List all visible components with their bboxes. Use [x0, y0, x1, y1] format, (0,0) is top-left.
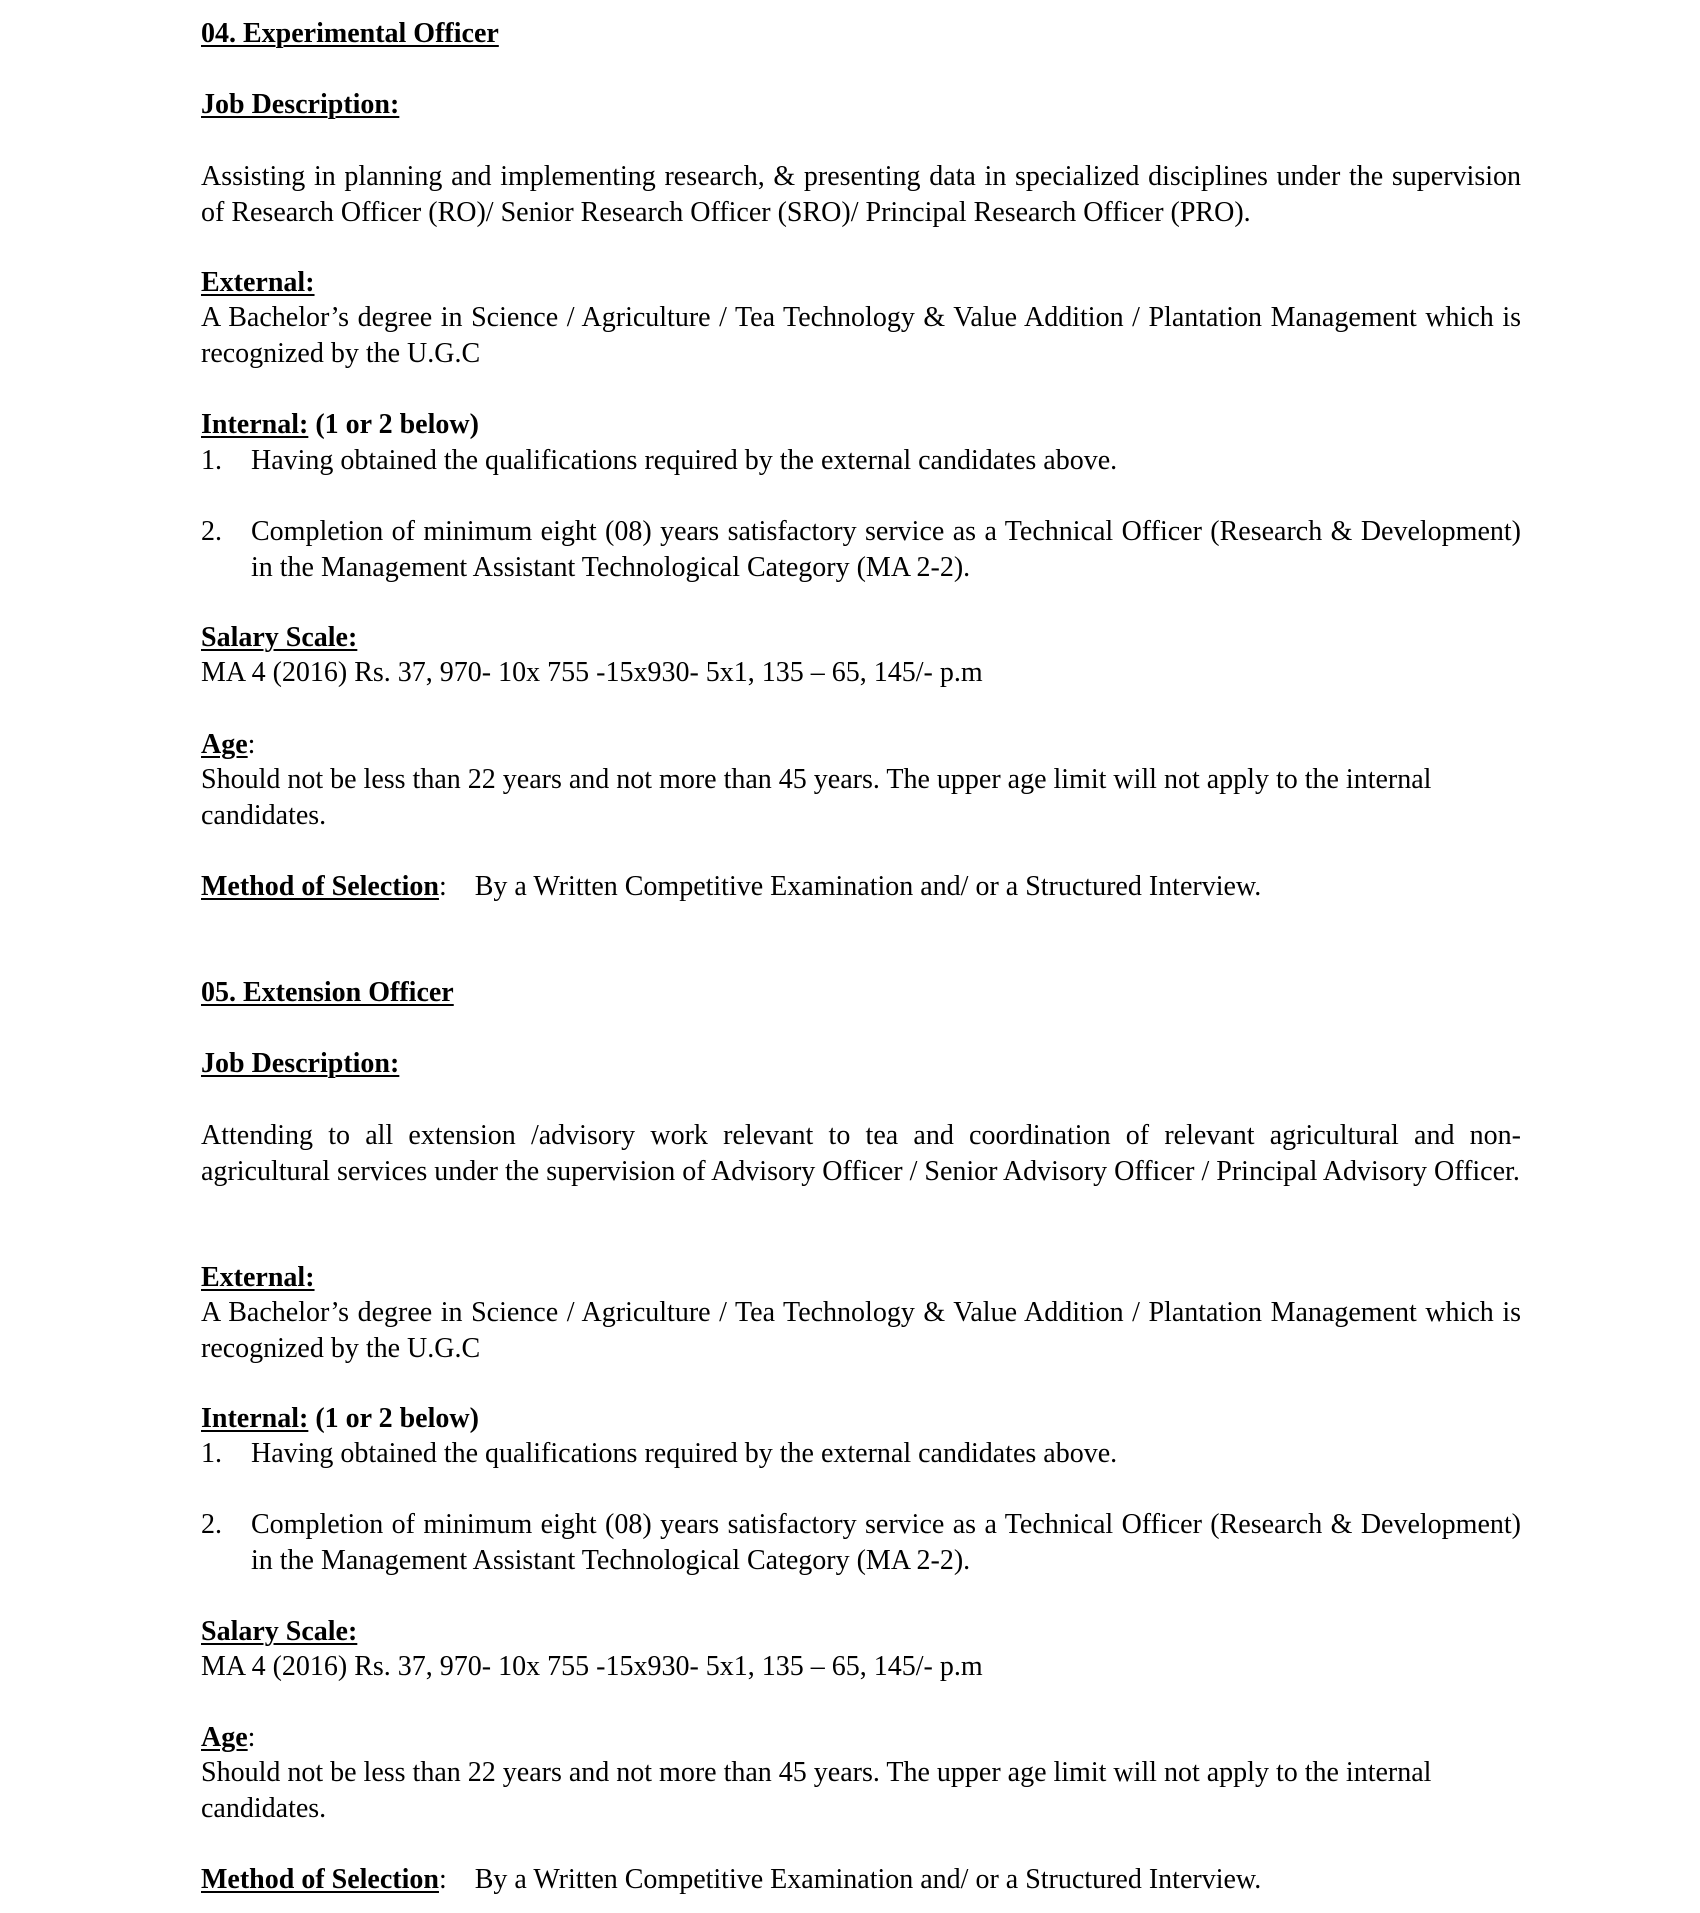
list-item-text: Having obtained the qualifications required by the external candidates above.: [251, 445, 1118, 476]
list-item-number: 2.: [201, 516, 222, 547]
age-text: Should not be less than 22 years and not more than 45 years. The upper age limit will not apply to the internal candidates.: [201, 764, 1432, 831]
list-item-text: Completion of minimum eight (08) years satisfactory service as a Technical Officer (Research & Development) in the Management Assistant Technological Category (MA 2-2).: [251, 516, 1521, 583]
job-description-text: Assisting in planning and implementing research, & presenting data in specialized disciplines under the supervision of Research Officer (RO)/ Senior Research Officer (SRO)/ Principal Research Officer (PRO).: [201, 161, 1521, 228]
method-line: [201, 1862, 1521, 1898]
internal-heading: Internal:: [201, 1403, 309, 1434]
method-colon: :: [438, 1864, 447, 1895]
method-colon: :: [438, 871, 447, 902]
list-item-number: 2.: [201, 1509, 222, 1540]
salary-text: MA 4 (2016) Rs. 37, 970- 10x 755 -15x930- 5x1, 135 – 65, 145/- p.m: [201, 657, 983, 688]
list-item: [201, 1507, 1521, 1579]
method-heading: Method of Selection: [201, 871, 439, 902]
salary-text: MA 4 (2016) Rs. 37, 970- 10x 755 -15x930- 5x1, 135 – 65, 145/- p.m: [201, 1651, 983, 1682]
external-heading: External:: [201, 1262, 315, 1293]
list-item-number: 1.: [201, 1438, 222, 1469]
list-item-number: 1.: [201, 445, 222, 476]
age-text: Should not be less than 22 years and not more than 45 years. The upper age limit will not apply to the internal candidates.: [201, 1757, 1432, 1824]
method-heading: Method of Selection: [201, 1864, 439, 1895]
list-item: [201, 443, 1521, 479]
age-heading: Age: [201, 1722, 248, 1753]
salary-heading: Salary Scale:: [201, 622, 358, 653]
method-line: [201, 869, 1521, 905]
age-colon: :: [247, 1722, 256, 1753]
method-text: By a Written Competitive Examination and/ or a Structured Interview.: [474, 871, 1262, 902]
job-description-text: Attending to all extension /advisory work relevant to tea and coordination of relevant agricultural and non-agricultural services under the supervision of Advisory Officer / Senior Advisory Officer / Principal Advisory Officer.: [201, 1120, 1521, 1187]
list-item: [201, 514, 1521, 586]
external-text: A Bachelor’s degree in Science / Agriculture / Tea Technology & Value Addition / Plantation Management which is recognized by the U.G.C: [201, 1297, 1521, 1364]
list-item: [201, 1436, 1521, 1472]
internal-heading: Internal:: [201, 409, 309, 440]
job-description-heading: Job Description:: [201, 1048, 400, 1079]
external-heading: External:: [201, 267, 315, 298]
internal-heading-line: [201, 1401, 1521, 1437]
section-title: 04. Experimental Officer: [201, 18, 499, 49]
age-colon: :: [247, 729, 256, 760]
external-text: A Bachelor’s degree in Science / Agriculture / Tea Technology & Value Addition / Plantation Management which is recognized by the U.G.C: [201, 302, 1521, 369]
age-heading: Age: [201, 729, 248, 760]
list-item-text: Completion of minimum eight (08) years satisfactory service as a Technical Officer (Research & Development) in the Management Assistant Technological Category (MA 2-2).: [251, 1509, 1521, 1576]
age-heading-line: [201, 727, 1521, 763]
job-description-heading: Job Description:: [201, 89, 400, 120]
internal-note: (1 or 2 below): [308, 409, 479, 440]
salary-heading: Salary Scale:: [201, 1616, 358, 1647]
method-text: By a Written Competitive Examination and/ or a Structured Interview.: [474, 1864, 1262, 1895]
list-item-text: Having obtained the qualifications required by the external candidates above.: [251, 1438, 1118, 1469]
internal-heading-line: [201, 407, 1521, 443]
section-title: 05. Extension Officer: [201, 977, 454, 1008]
age-heading-line: [201, 1720, 1521, 1756]
internal-note: (1 or 2 below): [308, 1403, 479, 1434]
